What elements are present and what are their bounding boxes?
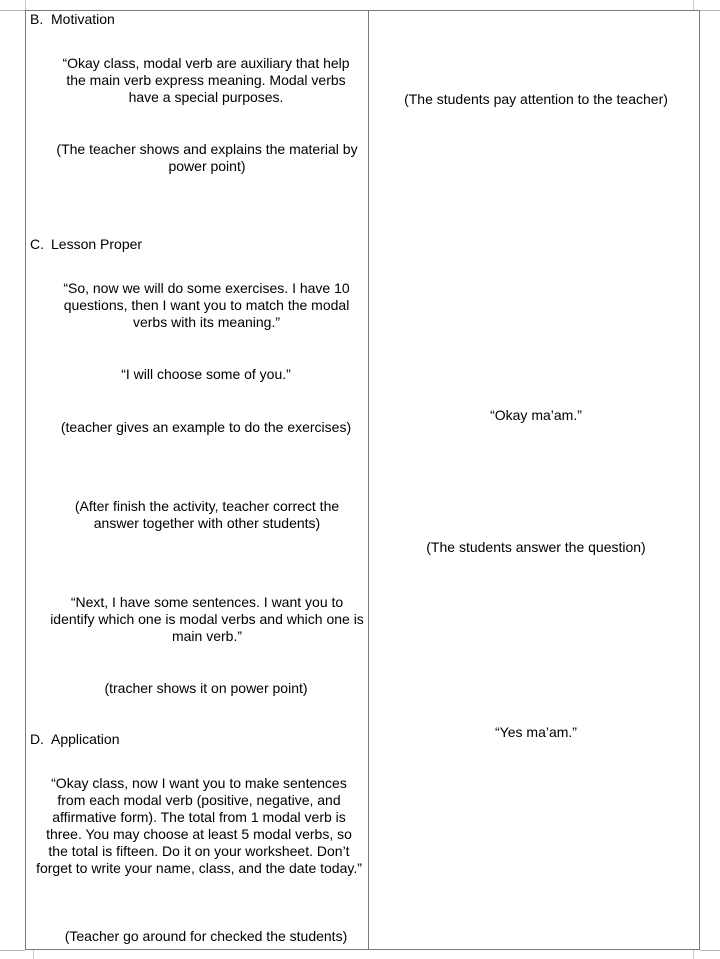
lesson-exercises-quote: “So, now we will do some exercises. I have 10 questions, then I want you to match the modal verbs with its meaning.” [63,280,350,330]
application-letter: D. [30,731,44,747]
column-divider [368,10,369,950]
lesson-correct-action: (After finish the activity, teacher correct the answer together with other students) [74,498,340,531]
crop-mark-bottom-left [33,950,34,959]
lesson-choose-quote: “I will choose some of you.” [121,366,291,382]
student-yes-response: “Yes ma’am.” [495,724,577,740]
lesson-proper-heading [30,236,142,252]
motivation-teacher-quote: “Okay class, modal verb are auxiliary that help the main verb express meaning. Modal verbs have a special purposes. [62,55,350,105]
motivation-teacher-action: (The teacher shows and explains the material by power point) [56,141,358,174]
crop-mark-bottom-right [693,950,694,959]
application-heading [30,731,120,747]
lesson-proper-title: Lesson Proper [51,236,143,252]
application-title: Application [51,731,120,747]
motivation-heading [30,11,115,27]
application-teacher-action: (Teacher go around for checked the students) [64,928,348,944]
student-okay-response: “Okay ma’am.” [490,407,582,423]
margin-guide-top-left [0,10,25,11]
motivation-student-response: (The students pay attention to the teacher) [404,91,668,107]
application-teacher-quote: “Okay class, now I want you to make sentences from each modal verb (positive, negative, and affirmative form). The total from 1 modal verb is three. You may choose at least 5 modal verbs, so the total is fifteen. Do it on your worksheet. Don’t forget to write your name, class, and the date today.” [36,775,362,876]
student-answer-response: (The students answer the question) [426,539,646,555]
lesson-powerpoint-action: (tracher shows it on power point) [104,680,308,696]
margin-guide-top-right [700,10,720,11]
motivation-title: Motivation [51,11,115,27]
crop-mark-top-left [25,0,26,10]
margin-guide-bottom-right [700,950,720,951]
margin-guide-bottom-left [0,950,25,951]
crop-mark-top-right [693,0,694,10]
lesson-sentences-quote: “Next, I have some sentences. I want you to identify which one is modal verbs and which one is main verb.” [50,594,364,644]
lesson-proper-letter: C. [30,236,44,252]
motivation-letter: B. [30,11,44,27]
lesson-example-action: (teacher gives an example to do the exercises) [60,419,352,435]
